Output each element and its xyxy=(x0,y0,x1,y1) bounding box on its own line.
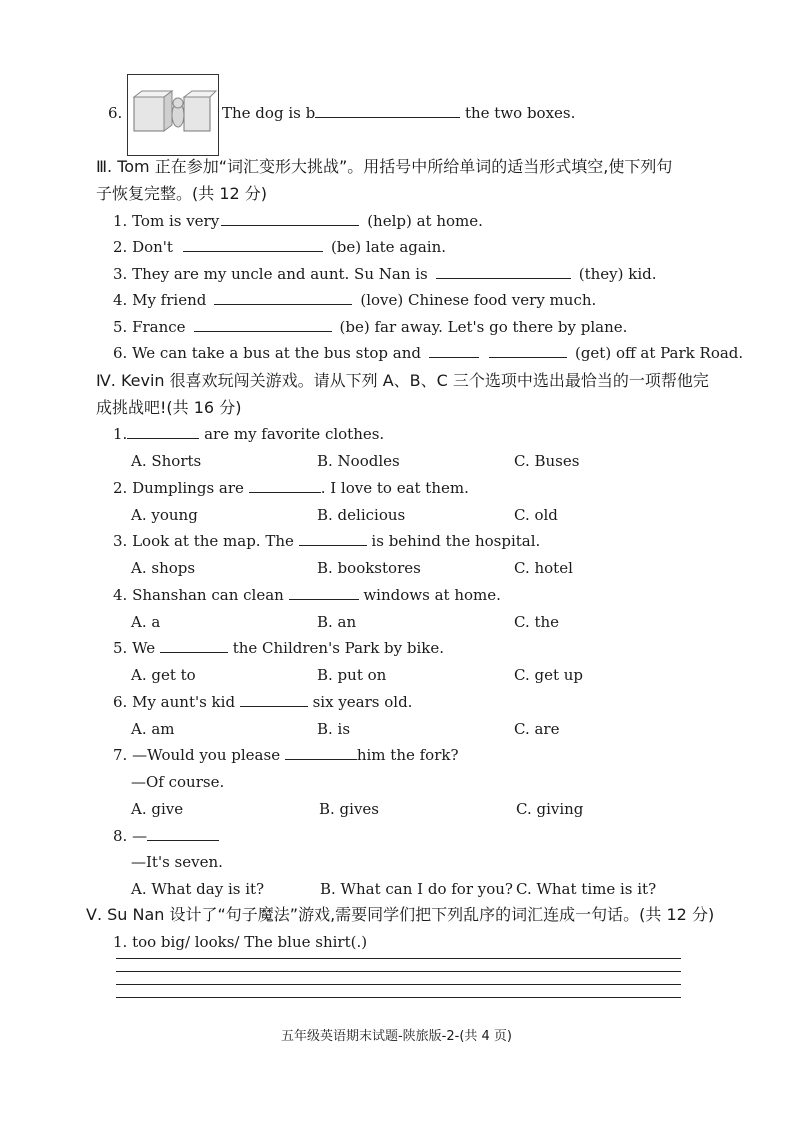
s3-item-2-blank[interactable] xyxy=(183,237,323,252)
s4-q1-blank[interactable] xyxy=(127,424,199,439)
s4-q6-option-c[interactable]: C. are xyxy=(514,720,560,738)
s4-q4-option-a[interactable]: A. a xyxy=(131,613,161,631)
s4-q7-blank[interactable] xyxy=(285,745,357,760)
s3-item-6-blank-2[interactable] xyxy=(489,343,567,358)
s3-item-5-pre: 5. France xyxy=(113,318,186,336)
s4-q2-option-b[interactable]: B. delicious xyxy=(317,506,406,524)
s4-q1 xyxy=(113,424,384,444)
s4-q1-text: are my favorite clothes. xyxy=(199,425,385,443)
s4-q7-reply: —Of course. xyxy=(131,773,225,791)
boxes-illustration-icon xyxy=(128,75,218,155)
s3-item-1-blank[interactable] xyxy=(221,211,359,226)
s3-item-1-post: (help) at home. xyxy=(367,212,483,230)
s3-item-4-pre: 4. My friend xyxy=(113,291,207,309)
s4-q4-pre: 4. Shanshan can clean xyxy=(113,586,289,604)
s4-q7 xyxy=(113,745,459,765)
s3-item-6 xyxy=(113,343,743,363)
s4-q5-option-c[interactable]: C. get up xyxy=(514,666,584,684)
s4-q7-post: him the fork? xyxy=(356,746,459,764)
s4-q4-blank[interactable] xyxy=(289,585,359,600)
s4-q6-blank[interactable] xyxy=(240,692,308,707)
s4-q6-post: six years old. xyxy=(307,693,413,711)
s4-q1-option-c[interactable]: C. Buses xyxy=(514,452,580,470)
s3-item-1-pre: 1. Tom is very xyxy=(113,212,220,230)
s3-item-4-post: (love) Chinese food very much. xyxy=(360,291,597,309)
s4-q3 xyxy=(113,531,540,551)
s4-q5-blank[interactable] xyxy=(160,638,228,653)
s4-q4-post: windows at home. xyxy=(358,586,501,604)
q6-sentence xyxy=(222,103,575,123)
s4-q4-option-c[interactable]: C. the xyxy=(514,613,560,631)
s4-q2-option-c[interactable]: C. old xyxy=(514,506,558,524)
s4-q2-blank[interactable] xyxy=(249,478,321,493)
s4-q4 xyxy=(113,585,501,605)
s4-q5-option-a[interactable]: A. get to xyxy=(131,666,196,684)
s4-q4-option-b[interactable]: B. an xyxy=(317,613,357,631)
s4-q3-blank[interactable] xyxy=(299,531,367,546)
s3-item-5-blank[interactable] xyxy=(194,317,332,332)
dog-between-boxes-image xyxy=(127,74,219,156)
s4-q6-pre: 6. My aunt's kid xyxy=(113,693,240,711)
answer-line-4[interactable] xyxy=(116,997,681,998)
s3-item-3-post: (they) kid. xyxy=(578,265,657,283)
s4-q5-pre: 5. We xyxy=(113,639,160,657)
s4-q2-post: . I love to eat them. xyxy=(320,479,469,497)
q6-text-post: the two boxes. xyxy=(460,104,576,122)
s4-q3-post: is behind the hospital. xyxy=(366,532,541,550)
s3-item-5 xyxy=(113,317,627,337)
s4-q3-pre: 3. Look at the map. The xyxy=(113,532,299,550)
s4-q1-option-a[interactable]: A. Shorts xyxy=(131,452,202,470)
s3-item-6-pre: 6. We can take a bus at the bus stop and xyxy=(113,344,421,362)
s4-q8-blank[interactable] xyxy=(147,826,219,841)
s4-q3-option-c[interactable]: C. hotel xyxy=(514,559,573,577)
s3-item-4 xyxy=(113,290,596,310)
answer-line-3[interactable] xyxy=(116,984,681,985)
s4-q8-option-b[interactable]: B. What can I do for you? xyxy=(320,880,513,898)
s4-q6-option-a[interactable]: A. am xyxy=(131,720,175,738)
s3-item-4-blank[interactable] xyxy=(214,290,352,305)
s3-item-6-post: (get) off at Park Road. xyxy=(574,344,744,362)
answer-line-1[interactable] xyxy=(116,958,681,959)
s3-item-1 xyxy=(113,211,483,231)
q6-hint-letter: b xyxy=(305,104,316,122)
answer-line-2[interactable] xyxy=(116,971,681,972)
s4-q2 xyxy=(113,478,469,498)
s3-item-2 xyxy=(113,237,446,257)
s4-q5 xyxy=(113,638,444,658)
s4-q5-post: the Children's Park by bike. xyxy=(227,639,445,657)
s4-q1-option-b[interactable]: B. Noodles xyxy=(317,452,400,470)
s4-q7-pre: 7. —Would you please xyxy=(113,746,285,764)
s4-q1-num: 1. xyxy=(113,425,128,443)
s4-q2-pre: 2. Dumplings are xyxy=(113,479,249,497)
q6-answer-blank[interactable] xyxy=(315,103,460,118)
section5-heading: Ⅴ. Su Nan 设计了“句子魔法”游戏,需要同学们把下列乱序的词汇连成一句话。(共 12 分) xyxy=(86,905,715,924)
s4-q8-option-a[interactable]: A. What day is it? xyxy=(131,880,265,898)
s4-q3-option-b[interactable]: B. bookstores xyxy=(317,559,421,577)
s4-q8-option-c[interactable]: C. What time is it? xyxy=(516,880,657,898)
section4-heading-line2: 成挑战吧!(共 16 分) xyxy=(96,398,242,417)
s3-item-2-pre: 2. Don't xyxy=(113,238,173,256)
q6-text-pre: The dog is xyxy=(222,104,306,122)
q6-number: 6. xyxy=(108,104,123,122)
s4-q3-option-a[interactable]: A. shops xyxy=(131,559,196,577)
section3-heading-line1: Ⅲ. Tom 正在参加“词汇变形大挑战”。用括号中所给单词的适当形式填空,使下列句 xyxy=(96,157,673,176)
s4-q8 xyxy=(113,826,219,846)
section3-heading-line2: 子恢复完整。(共 12 分) xyxy=(96,184,268,203)
s4-q7-option-c[interactable]: C. giving xyxy=(516,800,584,818)
s4-q8-pre: 8. — xyxy=(113,827,148,845)
s4-q8-reply: —It's seven. xyxy=(131,853,223,871)
s4-q2-option-a[interactable]: A. young xyxy=(131,506,198,524)
page-footer: 五年级英语期末试题-陕旅版-2-(共 4 页) xyxy=(280,1029,513,1044)
section4-heading-line1: Ⅳ. Kevin 很喜欢玩闯关游戏。请从下列 A、B、C 三个选项中选出最恰当的一项帮他完 xyxy=(96,371,709,390)
s4-q7-option-a[interactable]: A. give xyxy=(131,800,184,818)
s3-item-3 xyxy=(113,264,657,284)
s4-q7-option-b[interactable]: B. gives xyxy=(319,800,380,818)
s4-q6 xyxy=(113,692,412,712)
s3-item-3-blank[interactable] xyxy=(436,264,571,279)
s4-q6-option-b[interactable]: B. is xyxy=(317,720,351,738)
s5-q1: 1. too big/ looks/ The blue shirt(.) xyxy=(113,933,368,951)
s3-item-6-blank-1[interactable] xyxy=(429,343,479,358)
s4-q5-option-b[interactable]: B. put on xyxy=(317,666,387,684)
s3-item-2-post: (be) late again. xyxy=(330,238,447,256)
s3-item-3-pre: 3. They are my uncle and aunt. Su Nan is xyxy=(113,265,428,283)
s3-item-5-post: (be) far away. Let's go there by plane. xyxy=(339,318,628,336)
